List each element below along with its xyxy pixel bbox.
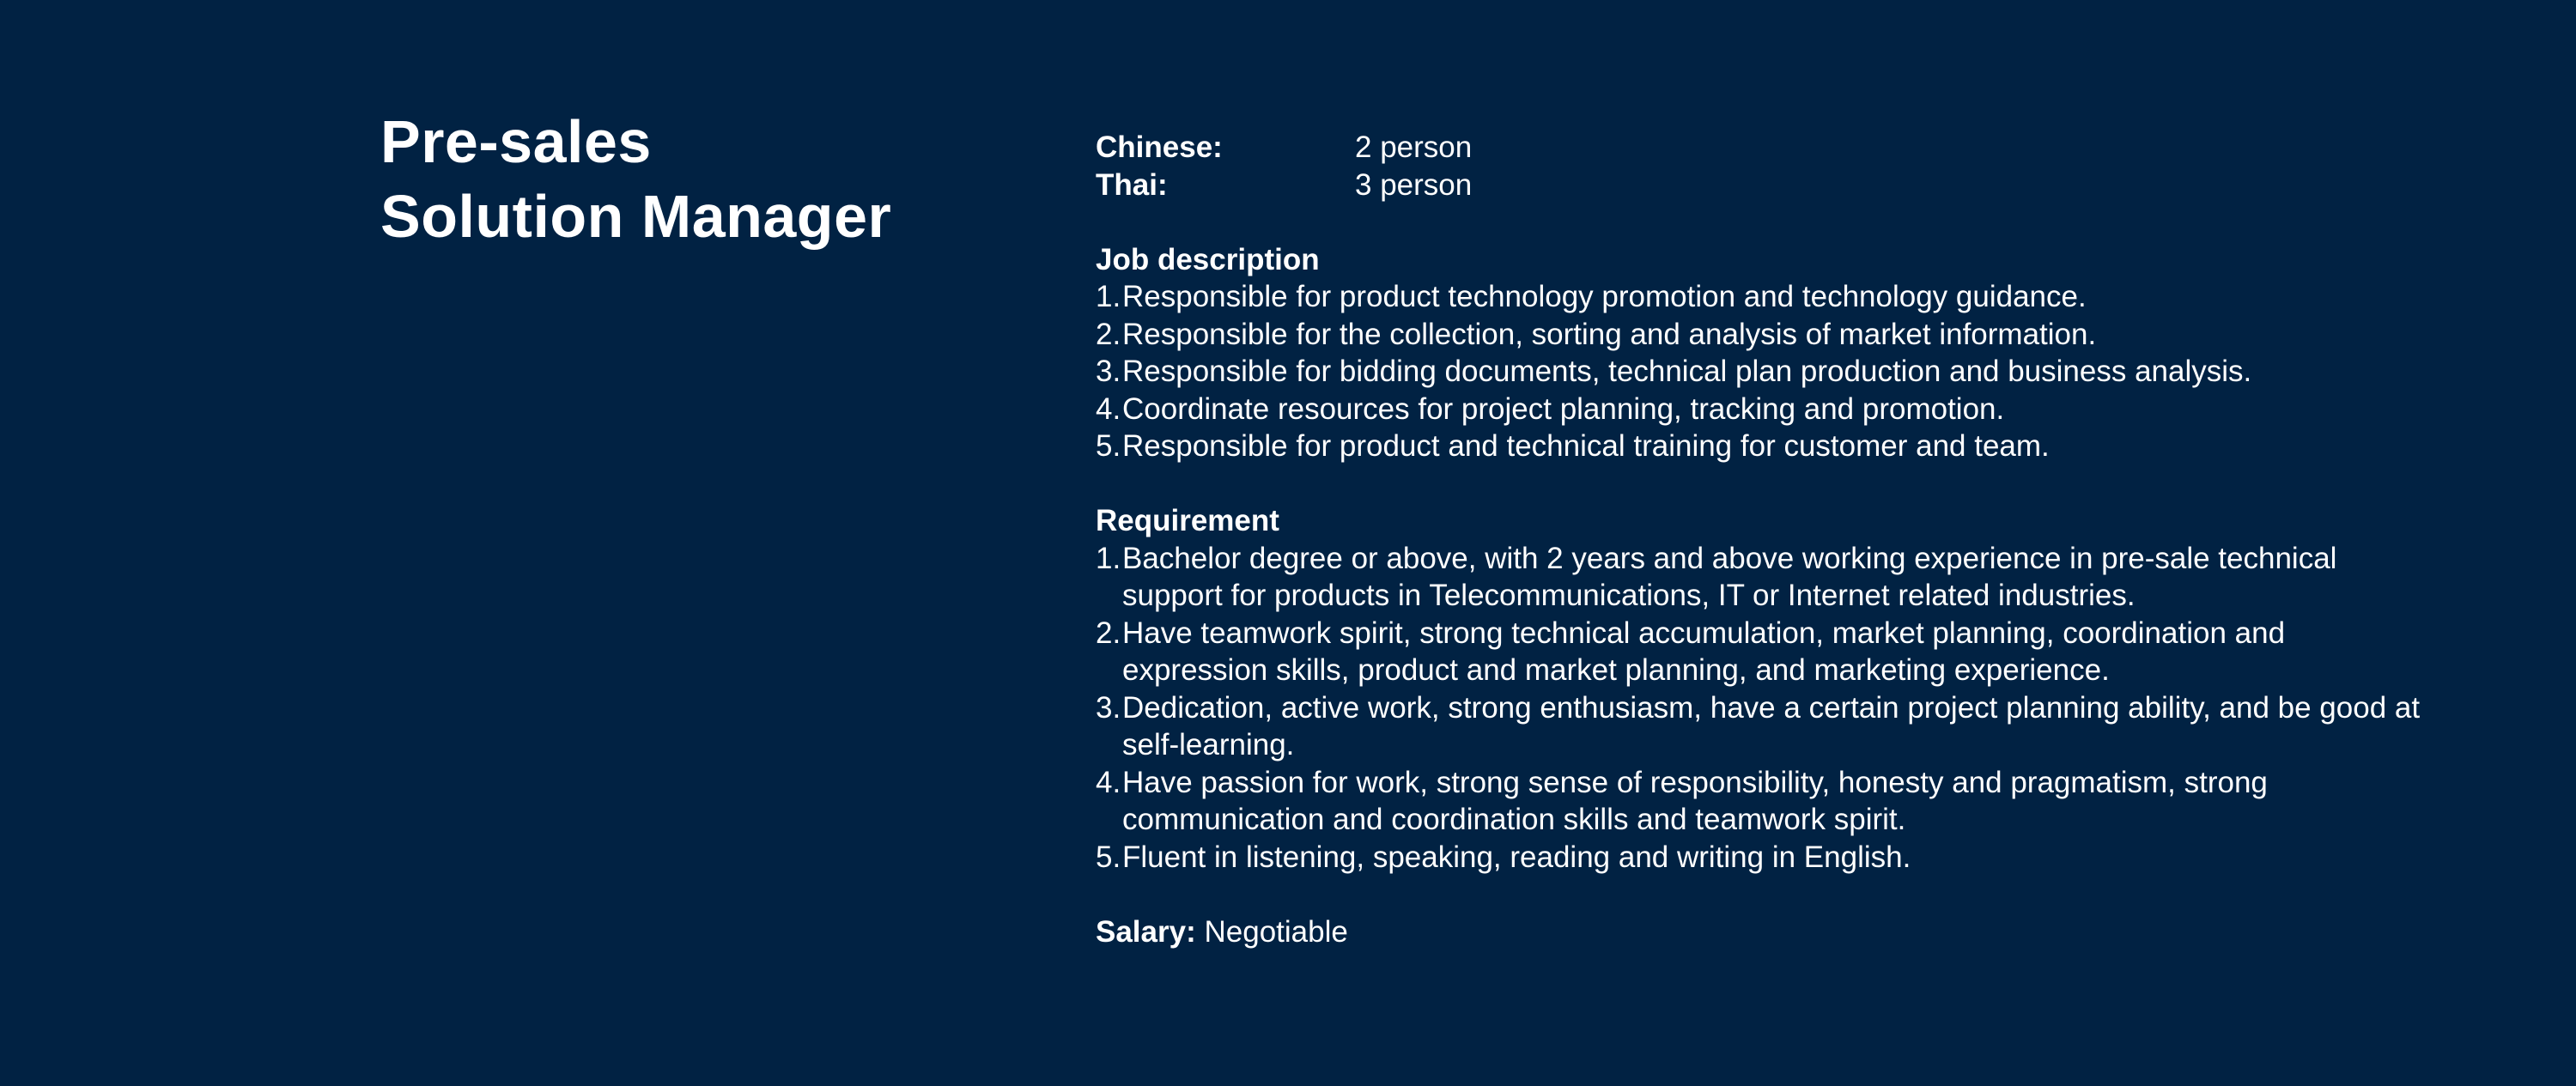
list-item bbox=[1096, 540, 2435, 615]
salary-label: Salary: bbox=[1096, 914, 1196, 949]
job-title-line-2: Solution Manager bbox=[380, 183, 892, 250]
headcount-value: 2 person bbox=[1355, 130, 1473, 164]
list-item bbox=[1096, 353, 2435, 391]
list-item bbox=[1096, 764, 2435, 839]
list-item-number: 1. bbox=[1096, 541, 1121, 575]
list-item-text: Have passion for work, strong sense of responsibility, honesty and pragmatism, strong communication and coordination skills and teamwork spirit. bbox=[1122, 765, 2268, 836]
list-item-number: 5. bbox=[1096, 840, 1121, 874]
list-item-text: Dedication, active work, strong enthusiasm, have a certain project planning ability, and be good at self-learning. bbox=[1122, 690, 2421, 761]
job-description-list bbox=[1096, 278, 2435, 465]
list-item-text: Responsible for the collection, sorting and analysis of market information. bbox=[1122, 317, 2097, 351]
list-item-number: 2. bbox=[1096, 616, 1121, 650]
spacer bbox=[1096, 465, 2435, 503]
salary-value: Negotiable bbox=[1204, 914, 1348, 949]
requirement-heading: Requirement bbox=[1096, 504, 1279, 537]
list-item-text: Have teamwork spirit, strong technical accumulation, market planning, coordination and expression skills, product and market planning, and marketing experience. bbox=[1122, 616, 2286, 687]
list-item-text: Bachelor degree or above, with 2 years and above working experience in pre-sale technical support for products in Telecommunications, IT or Internet related industries. bbox=[1122, 541, 2337, 612]
list-item bbox=[1096, 391, 2435, 428]
list-item bbox=[1096, 839, 2435, 877]
list-item bbox=[1096, 689, 2435, 764]
list-item-number: 3. bbox=[1096, 355, 1121, 388]
headcount-row-thai bbox=[1096, 167, 2435, 204]
headcount-label: Thai: bbox=[1096, 167, 1168, 202]
salary-line bbox=[1096, 913, 2435, 951]
job-details bbox=[1096, 129, 2435, 950]
requirement-list bbox=[1096, 540, 2435, 877]
list-item-text: Coordinate resources for project planning, tracking and promotion. bbox=[1122, 391, 2005, 426]
headcount-value: 3 person bbox=[1355, 167, 1473, 202]
list-item bbox=[1096, 278, 2435, 316]
list-item bbox=[1096, 428, 2435, 465]
list-item-number: 3. bbox=[1096, 690, 1121, 725]
list-item-number: 4. bbox=[1096, 765, 1121, 799]
list-item-text: Fluent in listening, speaking, reading and writing in English. bbox=[1122, 840, 1911, 874]
list-item-number: 4. bbox=[1096, 391, 1121, 426]
list-item bbox=[1096, 316, 2435, 354]
list-item bbox=[1096, 615, 2435, 689]
spacer bbox=[1096, 876, 2435, 913]
list-item-text: Responsible for bidding documents, technical plan production and business analysis. bbox=[1122, 355, 2252, 388]
list-item-number: 2. bbox=[1096, 317, 1121, 351]
headcount-label: Chinese: bbox=[1096, 130, 1223, 164]
headcount-row-chinese bbox=[1096, 129, 2435, 167]
spacer bbox=[1096, 203, 2435, 241]
job-title bbox=[380, 105, 1033, 254]
list-item-text: Responsible for product and technical training for customer and team. bbox=[1122, 429, 2050, 463]
list-item-number: 5. bbox=[1096, 429, 1121, 463]
list-item-text: Responsible for product technology promotion and technology guidance. bbox=[1122, 280, 2087, 313]
list-item-number: 1. bbox=[1096, 280, 1121, 313]
job-description-heading: Job description bbox=[1096, 242, 1320, 276]
job-title-line-1: Pre-sales bbox=[380, 108, 652, 175]
